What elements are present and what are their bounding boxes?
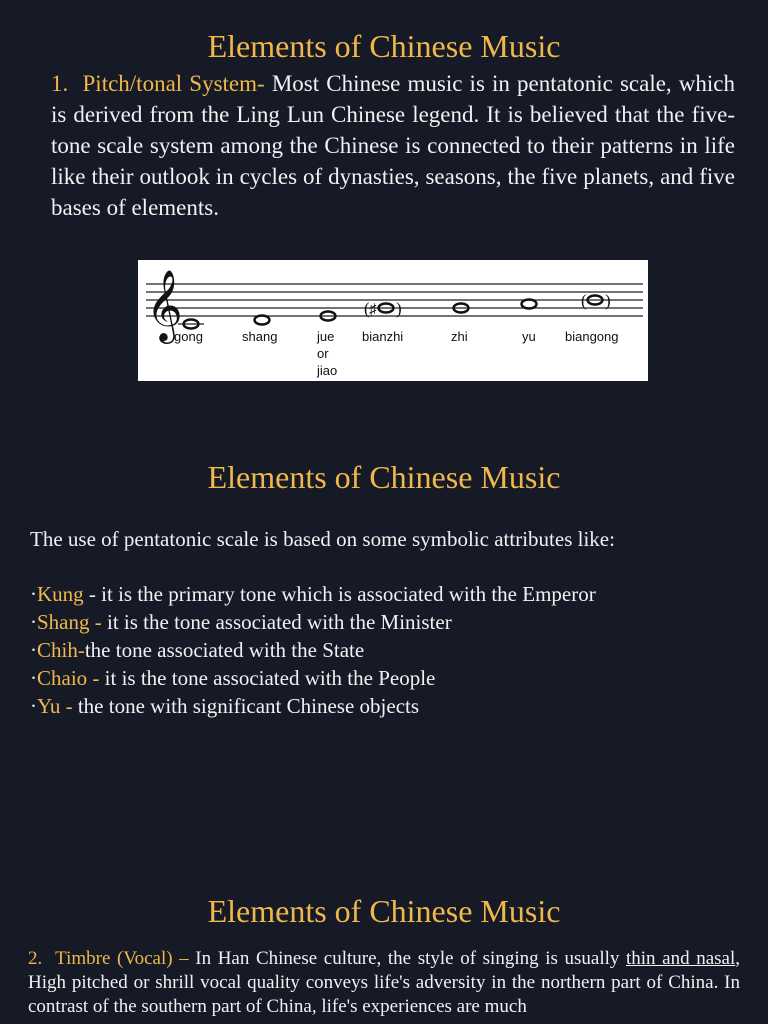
item-heading: Pitch/tonal System- [82, 71, 265, 96]
note-label: gong [174, 329, 203, 344]
scale-note [522, 300, 537, 309]
pentatonic-scale-figure [138, 260, 648, 381]
timbre-paragraph [28, 947, 740, 1019]
note-label: yu [522, 329, 536, 344]
note-label: or [317, 346, 329, 361]
attribute-term: Shang [37, 610, 90, 634]
treble-clef-icon: 𝄞 [146, 268, 183, 341]
attribute-term: Yu [37, 694, 61, 718]
bullet: · [30, 694, 37, 718]
attribute-text: the tone associated with the State [84, 638, 365, 662]
attribute-term: Chih [37, 638, 78, 662]
item-number: 2. [28, 948, 43, 969]
bullet: · [30, 638, 37, 662]
scale-note [255, 316, 270, 325]
attribute-term: Chaio [37, 666, 88, 690]
attribute-item [30, 692, 750, 720]
note-label: biangong [565, 329, 619, 344]
svg-text:): ) [396, 299, 402, 318]
attribute-item [30, 636, 750, 664]
bullet: · [30, 582, 37, 606]
bullet: · [30, 610, 37, 634]
note-label: shang [242, 329, 278, 344]
intro-text: The use of pentatonic scale is based on some symbolic attributes like: [30, 527, 615, 551]
attribute-text: the tone with significant Chinese objects [77, 694, 420, 718]
svg-text:(: ( [581, 291, 587, 310]
attribute-term: Kung [37, 582, 84, 606]
attribute-separator: - [89, 610, 107, 634]
item-text-a: In Han Chinese culture, the style of singing is usually [195, 948, 620, 969]
section2-title: Elements of Chinese Music [207, 459, 561, 495]
note-label: bianzhi [362, 329, 404, 344]
attribute-list [30, 580, 750, 720]
bullet: · [30, 666, 37, 690]
attribute-separator: - [77, 638, 85, 662]
attribute-item [30, 608, 750, 636]
attribute-text: it is the primary tone which is associated with the Emperor [101, 582, 596, 606]
attribute-separator: - [60, 694, 78, 718]
section1-title: Elements of Chinese Music [207, 28, 561, 64]
svg-text:): ) [605, 291, 611, 310]
attribute-separator: - [83, 582, 102, 606]
attribute-text: it is the tone associated with the Minister [107, 610, 452, 634]
note-label: jue [317, 329, 335, 344]
music-staff [138, 260, 648, 381]
section3-title: Elements of Chinese Music [207, 893, 561, 929]
item-number: 1. [51, 71, 69, 96]
note-label: jiao [317, 363, 338, 378]
attribute-item [30, 664, 750, 692]
underlined-phrase: thin and nasal [626, 948, 736, 969]
item-heading: Timbre (Vocal) – [55, 948, 189, 969]
sharp-icon: ♯ [369, 302, 377, 318]
note-label: zhi [451, 329, 468, 344]
item-text: Most Chinese music is in pentatonic scale, which is derived from the Ling Lun Chinese legend. It is believed that the five-tone scale system among the Chinese is connected to their patterns in life like their outlook in cycles of dynasties, seasons, the five planets, and five bases of elements. [51, 71, 736, 220]
attribute-text: it is the tone associated with the People [104, 666, 436, 690]
attribute-separator: - [87, 666, 105, 690]
svg-text:(: ( [364, 299, 370, 318]
attribute-item [30, 580, 750, 608]
pitch-system-paragraph [51, 68, 735, 223]
item-text-b: , High pitched or shrill vocal quality conveys life's adversity in the northern part of China. In contrast of the southern part of China, life's experiences are much [28, 948, 740, 1017]
